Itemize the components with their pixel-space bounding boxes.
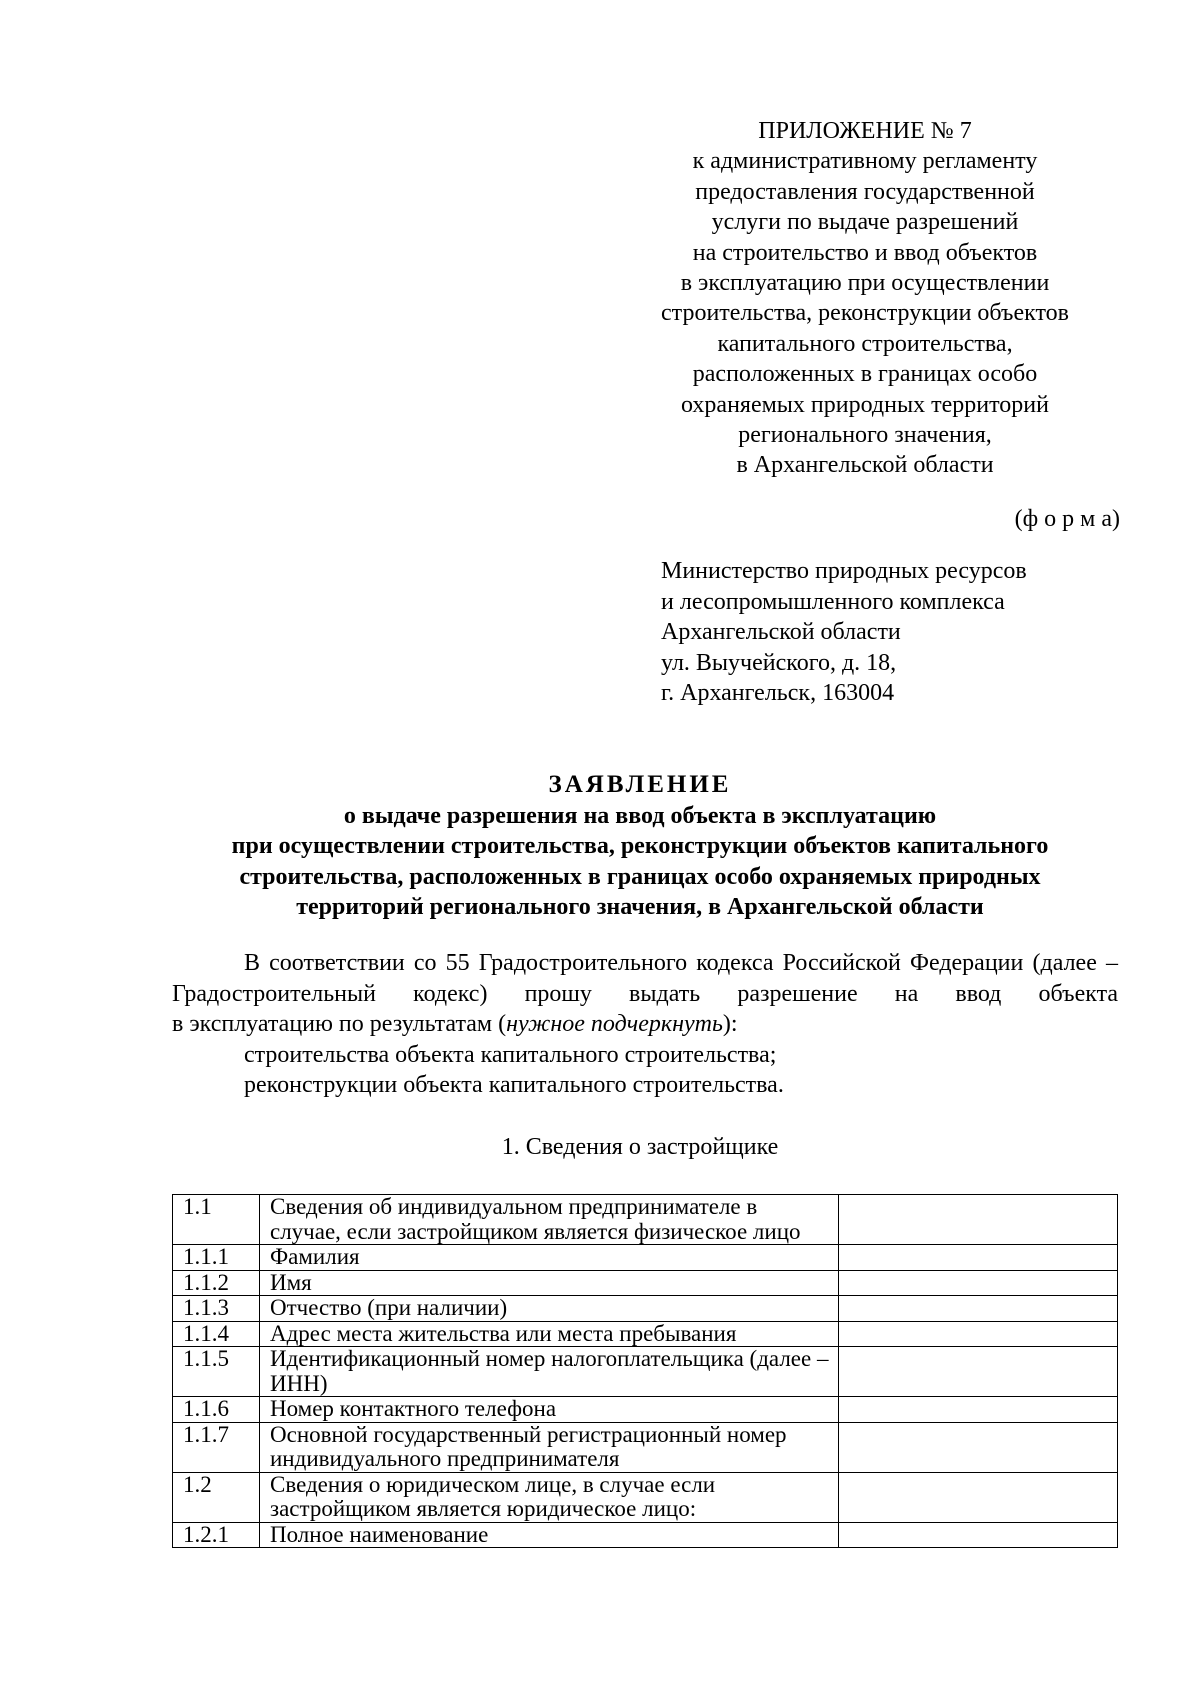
row-label: Сведения о юридическом лице, в случае если застройщиком является юридическое лицо: — [260, 1472, 839, 1522]
appendix-line: услуги по выдаче разрешений — [711, 209, 1019, 236]
table-row — [173, 1195, 1118, 1245]
table-row — [173, 1472, 1118, 1522]
row-number: 1.1.5 — [173, 1347, 260, 1397]
statement-subtitle-line: о выдаче разрешения на ввод объекта в эксплуатацию — [343, 802, 937, 829]
table-row — [173, 1296, 1118, 1322]
statement-subtitle-line: строительства, расположенных в границах особо охраняемых природных — [239, 863, 1041, 890]
appendix-line: в эксплуатацию при осуществлении — [680, 270, 1050, 297]
row-value-field[interactable] — [839, 1472, 1118, 1522]
table-row — [173, 1422, 1118, 1472]
intro-line — [172, 1009, 1118, 1040]
option-reconstruction[interactable]: реконструкции объекта капитального строительства. — [244, 1072, 784, 1098]
row-value-field[interactable] — [839, 1321, 1118, 1347]
row-value-field[interactable] — [839, 1522, 1118, 1548]
row-number: 1.1.7 — [173, 1422, 260, 1472]
row-number: 1.1.4 — [173, 1321, 260, 1347]
addressee-line: г. Архангельск, 163004 — [661, 680, 895, 706]
row-value-field[interactable] — [839, 1397, 1118, 1423]
table-row — [173, 1347, 1118, 1397]
appendix-line: капитального строительства, — [717, 330, 1013, 357]
form-label: (ф о р м а) — [1014, 506, 1120, 532]
appendix-line: охраняемых природных территорий — [681, 391, 1049, 418]
intro-line: (далее – Градостроительный кодекс) прошу выдать разрешение на ввод объекта — [172, 950, 1118, 1007]
row-number: 1.2 — [173, 1472, 260, 1522]
row-label: Отчество (при наличии) — [260, 1296, 839, 1322]
intro-italic-note: нужное подчеркнуть — [506, 1011, 723, 1037]
row-label: Полное наименование — [260, 1522, 839, 1548]
row-value-field[interactable] — [839, 1245, 1118, 1271]
table-row — [173, 1522, 1118, 1548]
row-value-field[interactable] — [839, 1296, 1118, 1322]
row-label: Фамилия — [260, 1245, 839, 1271]
addressee-line: Министерство природных ресурсов — [661, 558, 1027, 584]
statement-subtitle-line: территорий регионального значения, в Архангельской области — [296, 894, 984, 920]
statement-title: ЗАЯВЛЕНИЕ — [548, 771, 732, 798]
appendix-line: регионального значения, — [738, 422, 992, 449]
appendix-line: предоставления государственной — [695, 178, 1035, 205]
row-value-field[interactable] — [839, 1422, 1118, 1472]
table-row — [173, 1321, 1118, 1347]
table-row — [173, 1270, 1118, 1296]
row-number: 1.1.3 — [173, 1296, 260, 1322]
row-label: Сведения об индивидуальном предпринимателе в случае, если застройщиком является физическое лицо — [260, 1195, 839, 1245]
row-value-field[interactable] — [839, 1270, 1118, 1296]
intro-line: В соответствии со 55 Градостроительного кодекса Российской Федерации — [244, 950, 1024, 976]
row-number: 1.1.6 — [173, 1397, 260, 1423]
statement-subtitle-line: при осуществлении строительства, реконструкции объектов капитального — [231, 833, 1049, 859]
appendix-line: к административному регламенту — [692, 148, 1038, 175]
row-label: Номер контактного телефона — [260, 1397, 839, 1423]
option-construction[interactable]: строительства объекта капитального строительства; — [244, 1041, 777, 1068]
row-label: Идентификационный номер налогоплательщика (далее – ИНН) — [260, 1347, 839, 1397]
appendix-line: строительства, реконструкции объектов — [661, 300, 1069, 327]
row-number: 1.1.2 — [173, 1270, 260, 1296]
row-number: 1.2.1 — [173, 1522, 260, 1548]
addressee-line: ул. Выучейского, д. 18, — [661, 649, 897, 676]
row-number: 1.1 — [173, 1195, 260, 1245]
intro-text-part: ): — [722, 1011, 738, 1037]
statement-title-block — [160, 770, 1120, 923]
row-value-field[interactable] — [839, 1347, 1118, 1397]
table-row — [173, 1245, 1118, 1271]
addressee-line: и лесопромышленного комплекса — [661, 588, 1005, 615]
row-value-field[interactable] — [839, 1195, 1118, 1245]
appendix-line: ПРИЛОЖЕНИЕ № 7 — [758, 118, 972, 144]
addressee-block — [661, 556, 1027, 709]
intro-text — [172, 948, 1118, 1009]
section-heading: 1. Сведения о застройщике — [501, 1134, 779, 1160]
table-row — [173, 1397, 1118, 1423]
row-label: Адрес места жительства или места пребывания — [260, 1321, 839, 1347]
row-label: Основной государственный регистрационный номер индивидуального предпринимателя — [260, 1422, 839, 1472]
row-number: 1.1.1 — [173, 1245, 260, 1271]
row-label: Имя — [260, 1270, 839, 1296]
intro-text-part: в эксплуатацию по результатам ( — [172, 1011, 507, 1037]
appendix-header — [645, 116, 1085, 481]
developer-info-table — [172, 1194, 1118, 1548]
intro-paragraph — [172, 948, 1118, 1101]
appendix-line: в Архангельской области — [736, 452, 994, 479]
appendix-line: на строительство и ввод объектов — [692, 239, 1038, 266]
addressee-line: Архангельской области — [661, 619, 901, 645]
appendix-line: расположенных в границах особо — [692, 361, 1038, 388]
